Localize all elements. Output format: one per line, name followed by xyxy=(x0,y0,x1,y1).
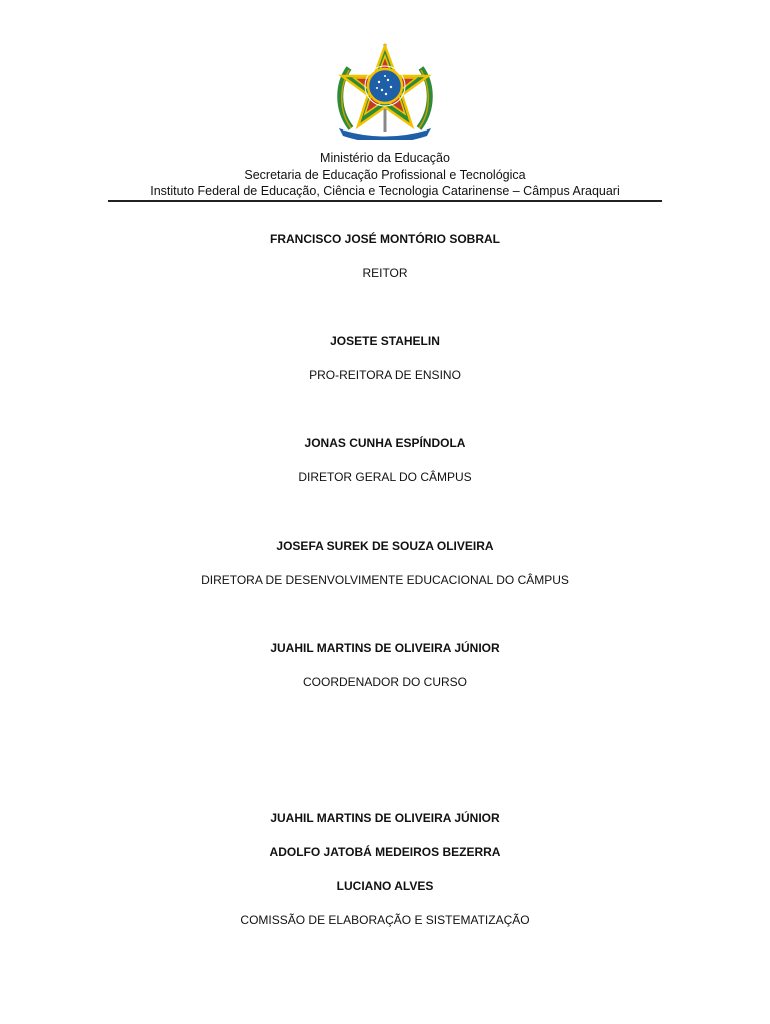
authority-role: COORDENADOR DO CURSO xyxy=(302,675,467,689)
header-ministry: Ministério da Educação xyxy=(320,151,450,165)
authority-name: JUAHIL MARTINS DE OLIVEIRA JÚNIOR xyxy=(270,641,500,655)
commission-member: LUCIANO ALVES xyxy=(336,879,434,893)
brazil-coat-of-arms-icon xyxy=(331,40,439,140)
commission-title: COMISSÃO DE ELABORAÇÃO E SISTEMATIZAÇÃO xyxy=(240,913,530,927)
authority-name: JONAS CUNHA ESPÍNDOLA xyxy=(304,436,466,450)
header-institute: Instituto Federal de Educação, Ciência e Tecnologia Catarinense – Câmpus Araquari xyxy=(150,184,620,198)
header-secretariat: Secretaria de Educação Profissional e Tecnológica xyxy=(244,168,526,182)
commission-member: JUAHIL MARTINS DE OLIVEIRA JÚNIOR xyxy=(270,811,500,825)
authority-name: JOSETE STAHELIN xyxy=(330,334,440,348)
authority-role: DIRETOR GERAL DO CÂMPUS xyxy=(298,470,472,484)
authority-name: JOSEFA SUREK DE SOUZA OLIVEIRA xyxy=(276,539,494,553)
commission-member: ADOLFO JATOBÁ MEDEIROS BEZERRA xyxy=(269,845,501,859)
header-divider xyxy=(108,200,662,202)
authority-role: PRO-REITORA DE ENSINO xyxy=(309,368,461,382)
authority-role: REITOR xyxy=(362,266,408,280)
authority-role: DIRETORA DE DESENVOLVIMENTE EDUCACIONAL DO CÂMPUS xyxy=(201,573,569,587)
authority-name: FRANCISCO JOSÉ MONTÓRIO SOBRAL xyxy=(269,232,500,246)
